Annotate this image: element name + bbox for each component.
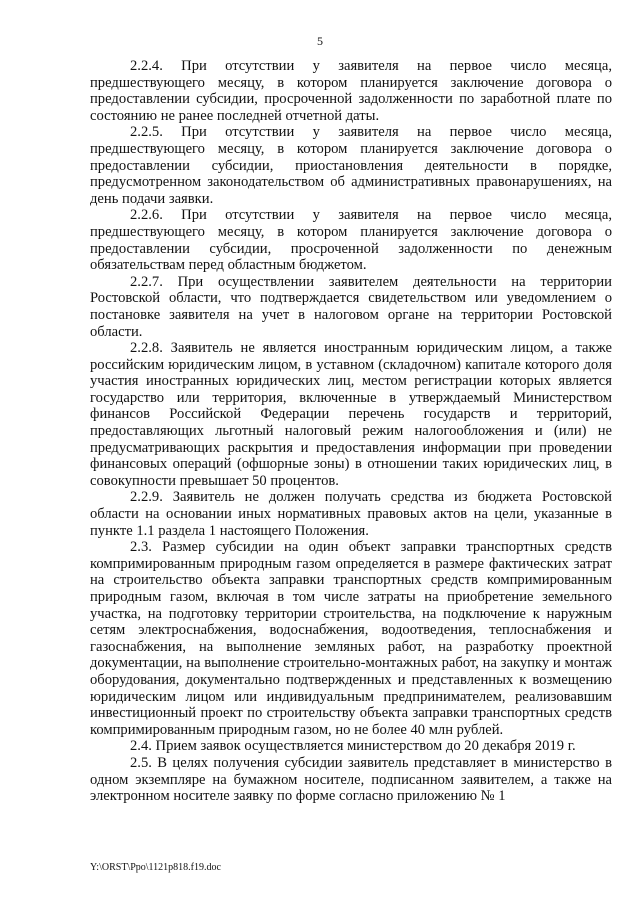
document-body [90, 58, 612, 805]
paragraph-2-4: 2.4. Прием заявок осуществляется министерством до 20 декабря 2019 г. [130, 738, 576, 755]
paragraph-2-2-6: 2.2.6. При отсутствии у заявителя на первое число месяца, предшествующего месяцу, в котором планируется заключение договора о предоставлении субсидии, просроченной задолженности по денежным обязательствам перед областным бюджетом. [90, 207, 612, 274]
file-path-footer: Y:\ORST\Ppo\1121p818.f19.doc [90, 862, 221, 873]
paragraph-2-2-9: 2.2.9. Заявитель не должен получать средства из бюджета Ростовской области на основании иных нормативных правовых актов на цели, указанные в пункте 1.1 раздела 1 настоящего Положения. [90, 489, 612, 539]
paragraph-2-2-7: 2.2.7. При осуществлении заявителем деятельности на территории Ростовской области, что подтверждается свидетельством или уведомлением о постановке заявителя на учет в налоговом органе на территории Ростовской области. [90, 273, 612, 340]
paragraph-2-5: 2.5. В целях получения субсидии заявитель представляет в министерство в одном экземпляре на бумажном носителе, подписанном заявителем, а также на электронном носителе заявку по форме согласно приложению № 1 [90, 754, 612, 805]
page-number: 5 [317, 34, 323, 48]
paragraph-2-2-8: 2.2.8. Заявитель не является иностранным юридическим лицом, а также российским юридическим лицом, в уставном (складочном) капитале которого доля участия иностранных юридических лиц, местом регистрации которых является государство или территория, включенные в утверждаемый Министерством финансов Российской Федерации перечень государств и территорий, предоставляющих льготный налоговый режим налогообложения и (или) не предусматривающих раскрытия и предоставления информации при проведении финансовых операций (офшорные зоны) в отношении таких юридических лиц, в совокупности превышает 50 процентов. [90, 340, 612, 489]
paragraph-2-2-4: 2.2.4. При отсутствии у заявителя на первое число месяца, предшествующего месяцу, в котором планируется заключение договора о предоставлении субсидии, просроченной задолженности по заработной плате по состоянию не ранее последней отчетной даты. [90, 58, 612, 124]
paragraph-2-3: 2.3. Размер субсидии на один объект заправки транспортных средств компримированным природным газом определяется в размере фактических затрат на строительство объекта заправки транспортных средств компримированным природным газом, включая в том числе затраты на приобретение земельного участка, на подготовку территории строительства, на подключение к наружным сетям электроснабжения, водоснабжения, водоотведения, теплоснабжения и газоснабжения, на выполнение земляных работ, на разработку проектной документации, на выполнение строительно-монтажных работ, на закупку и монтаж оборудования, документально подтвержденных и представленных к возмещению юридическим лицом или индивидуальным предпринимателем, реализовавшим инвестиционный проект по строительству объекта заправки транспортных средств компримированным природным газом, но не более 40 млн рублей. [90, 539, 612, 738]
paragraph-2-2-5: 2.2.5. При отсутствии у заявителя на первое число месяца, предшествующего месяцу, в котором планируется заключение договора о предоставлении субсидии, приостановления деятельности в порядке, предусмотренном законодательством об административных правонарушениях, на день подачи заявки. [90, 124, 612, 207]
